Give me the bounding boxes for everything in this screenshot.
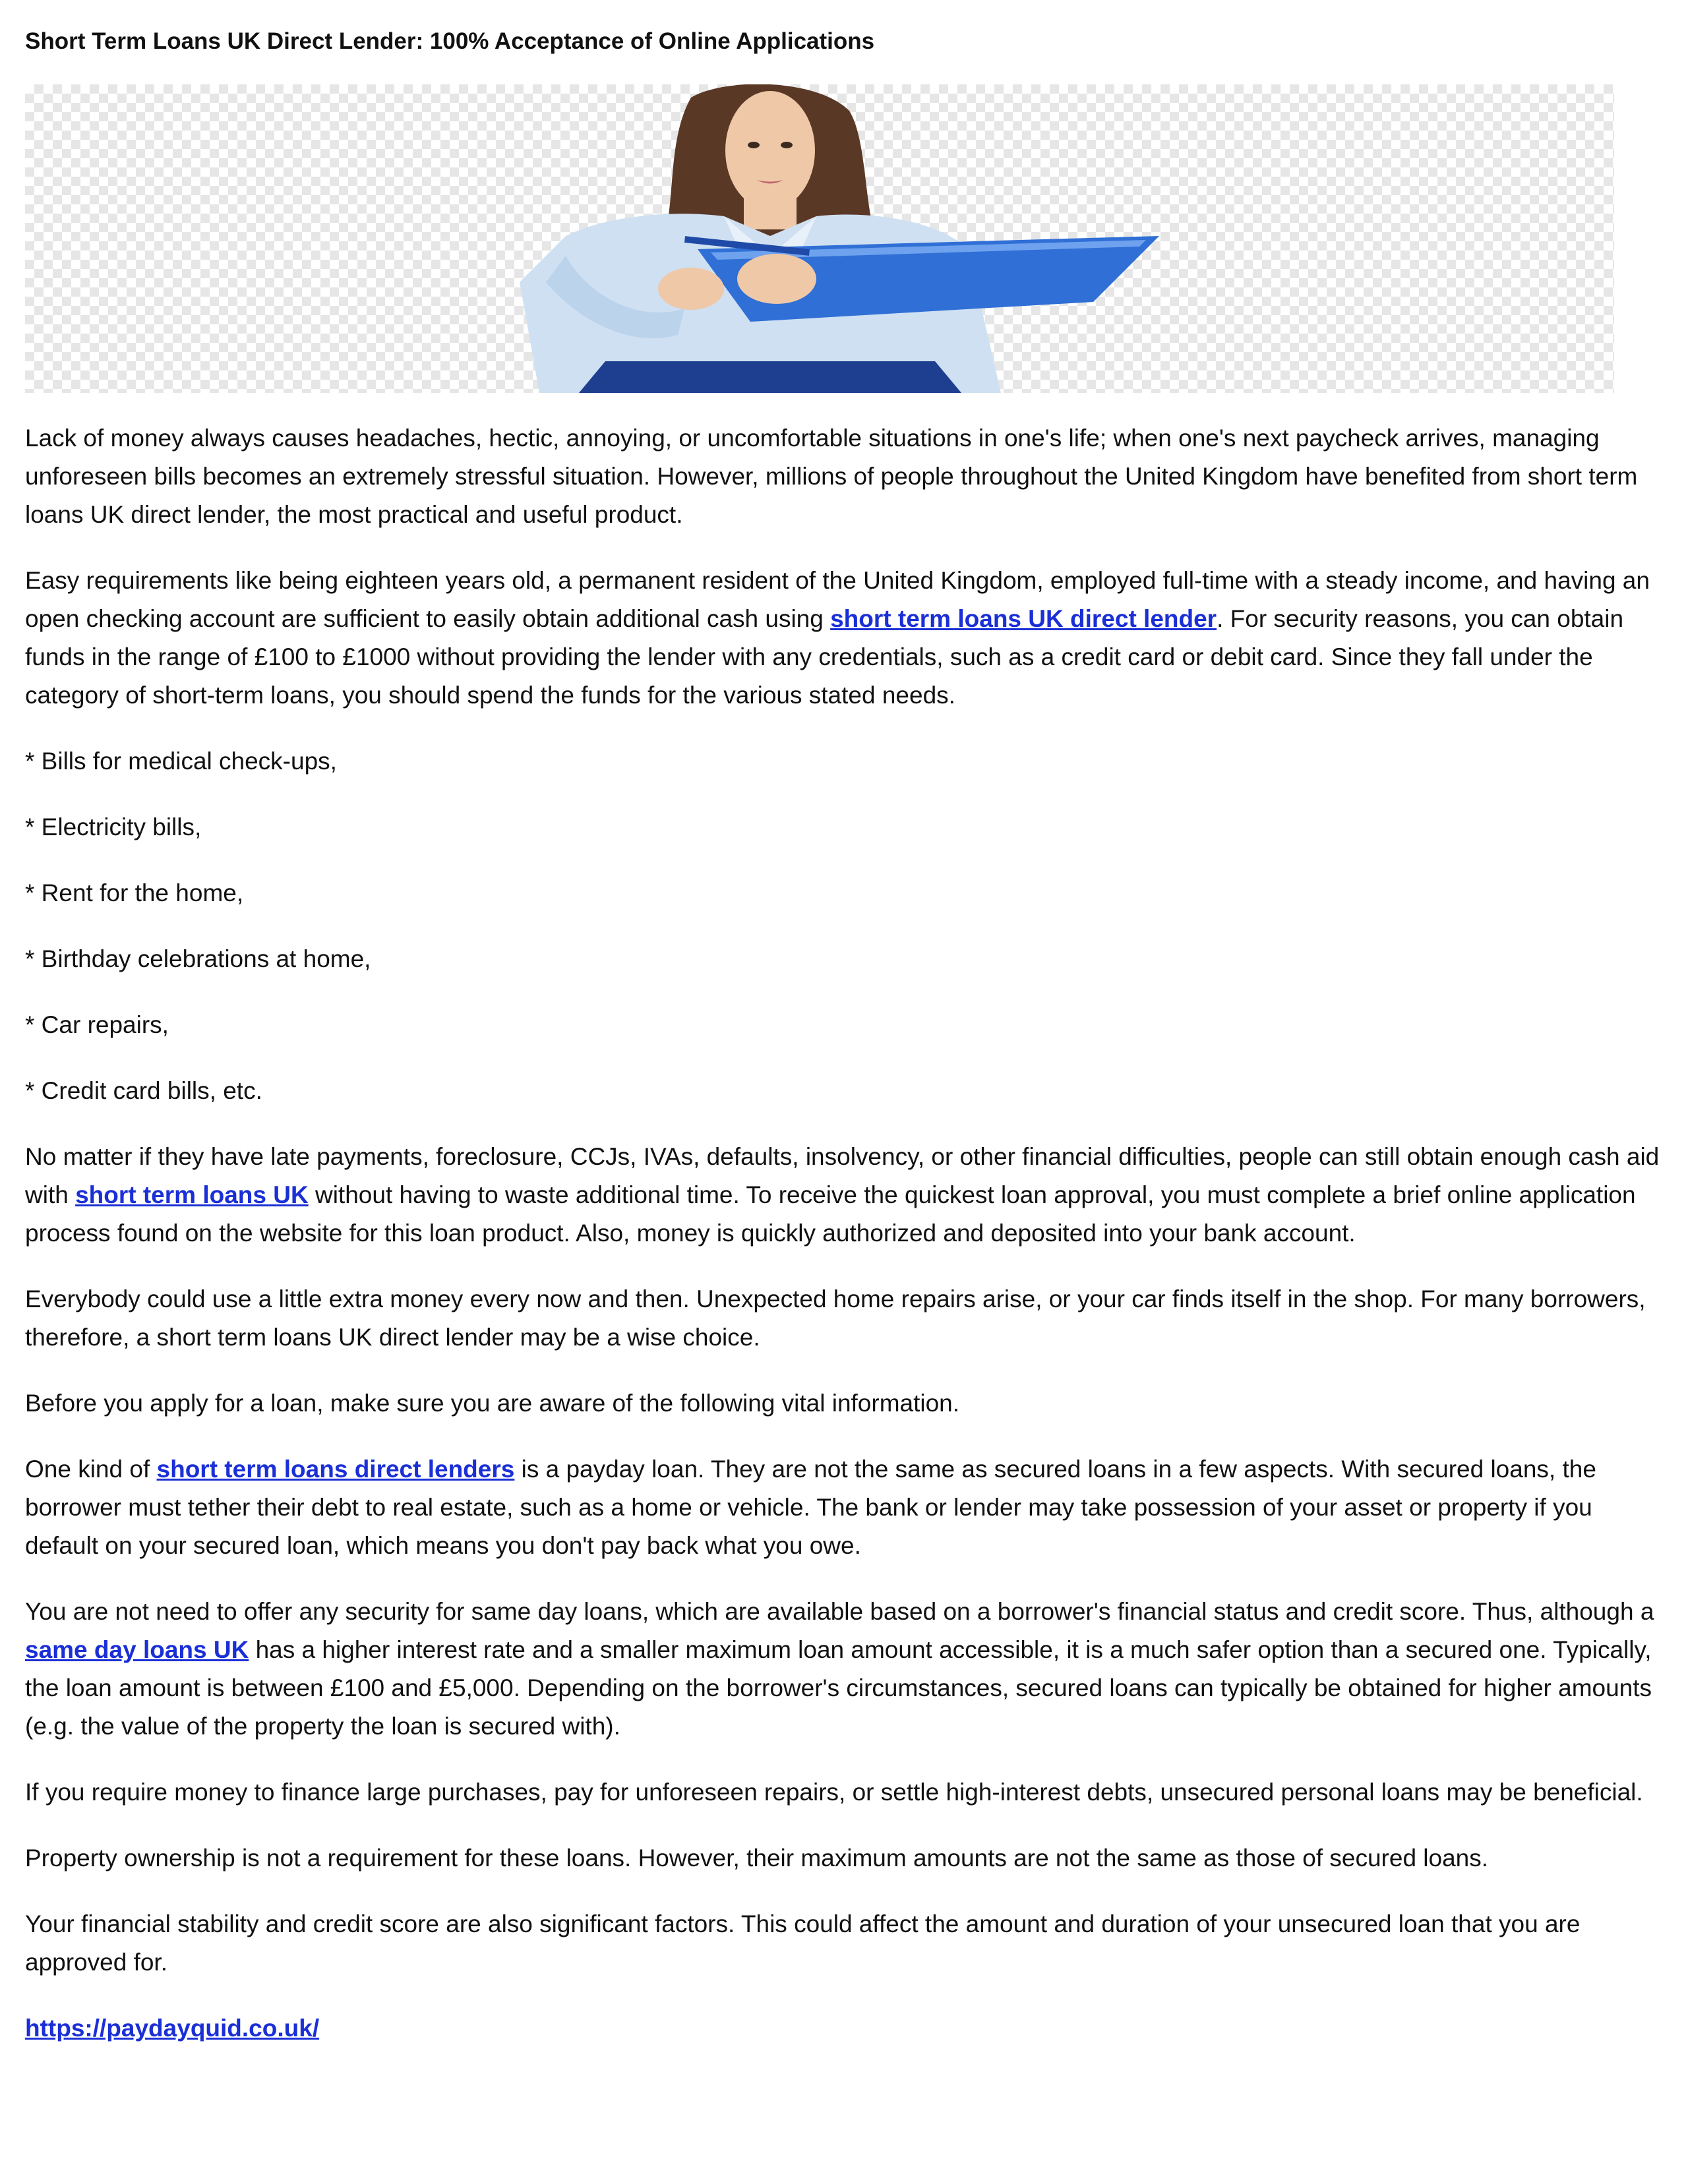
paragraph-8: If you require money to finance large purchases, pay for unforeseen repairs, or settle high-interest debts, unsecured personal loans may be beneficial. [25, 1779, 1643, 1806]
list-item: * Car repairs, [25, 1011, 169, 1038]
skirt-shape [579, 361, 961, 393]
list-item: * Birthday celebrations at home, [25, 945, 371, 972]
link-short-term-loans-uk-direct-lender[interactable]: short term loans UK direct lender [830, 605, 1217, 632]
paragraph-6: One kind of short term loans direct lenders is a payday loan. They are not the same as secured loans in a few aspects. With secured loans, the borrower must tether their debt to real estate, such as a home or vehicle. The bank or lender may take possession of your asset or property if you default on your secured loan, which means you don't pay back what you owe. [25, 1456, 1596, 1559]
list-item: * Credit card bills, etc. [25, 1077, 262, 1104]
paragraph-9: Property ownership is not a requirement for these loans. However, their maximum amounts are not the same as those of secured loans. [25, 1845, 1489, 1872]
hand-shape [737, 254, 816, 304]
link-paydayquid[interactable]: https://paydayquid.co.uk/ [25, 2015, 320, 2042]
paragraph-7: You are not need to offer any security for same day loans, which are available based on a borrower's financial status and credit score. Thus, although a same day loans UK has a higher interest rate and a smaller maximum loan amount accessible, it is a much safer option than a secured one. Typically, the loan amount is between £100 and £5,000. Depending on the borrower's circumstances, secured loans can typically be obtained for higher amounts (e.g. the value of the property the loan is secured with). [25, 1598, 1654, 1740]
hero-image [25, 84, 1614, 393]
list-item: * Rent for the home, [25, 879, 244, 906]
article-body [25, 419, 1667, 2048]
face-shape [725, 91, 815, 210]
document-page [25, 25, 1667, 2075]
list-item: * Bills for medical check-ups, [25, 748, 337, 775]
link-short-term-loans-uk[interactable]: short term loans UK [75, 1181, 309, 1208]
paragraph-1: Lack of money always causes headaches, hectic, annoying, or uncomfortable situations in one's life; when one's next paycheck arrives, managing unforeseen bills becomes an extremely stressful situation. However, millions of people throughout the United Kingdom have benefited from short term loans UK direct lender, the most practical and useful product. [25, 425, 1638, 528]
paragraph-5: Before you apply for a loan, make sure you are aware of the following vital information. [25, 1390, 960, 1417]
paragraph-4: Everybody could use a little extra money every now and then. Unexpected home repairs arise, or your car finds itself in the shop. For many borrowers, therefore, a short term loans UK direct lender may be a wise choice. [25, 1285, 1646, 1351]
paragraph-2: Easy requirements like being eighteen years old, a permanent resident of the United Kingdom, employed full-time with a steady income, and having an open checking account are sufficient to easily obtain additional cash using short term loans UK direct lender. For security reasons, you can obtain funds in the range of £100 to £1000 without providing the lender with any credentials, such as a credit card or debit card. Since they fall under the category of short-term loans, you should spend the funds for the various stated needs. [25, 567, 1650, 709]
woman-with-clipboard-illustration [25, 84, 1614, 393]
list-item: * Electricity bills, [25, 813, 202, 841]
paragraph-10: Your financial stability and credit score are also significant factors. This could affect the amount and duration of your unsecured loan that you are approved for. [25, 1910, 1581, 1976]
footer-url-paragraph [25, 2009, 1667, 2048]
link-same-day-loans-uk[interactable]: same day loans UK [25, 1636, 249, 1663]
link-short-term-loans-direct-lenders[interactable]: short term loans direct lenders [156, 1456, 515, 1483]
paragraph-3: No matter if they have late payments, foreclosure, CCJs, IVAs, defaults, insolvency, or other financial difficulties, people can still obtain enough cash aid with short term loans UK without having to waste additional time. To receive the quickest loan approval, you must complete a brief online application process found on the website for this loan product. Also, money is quickly authorized and deposited into your bank account. [25, 1143, 1660, 1247]
page-title: Short Term Loans UK Direct Lender: 100% Acceptance of Online Applications [25, 28, 875, 54]
